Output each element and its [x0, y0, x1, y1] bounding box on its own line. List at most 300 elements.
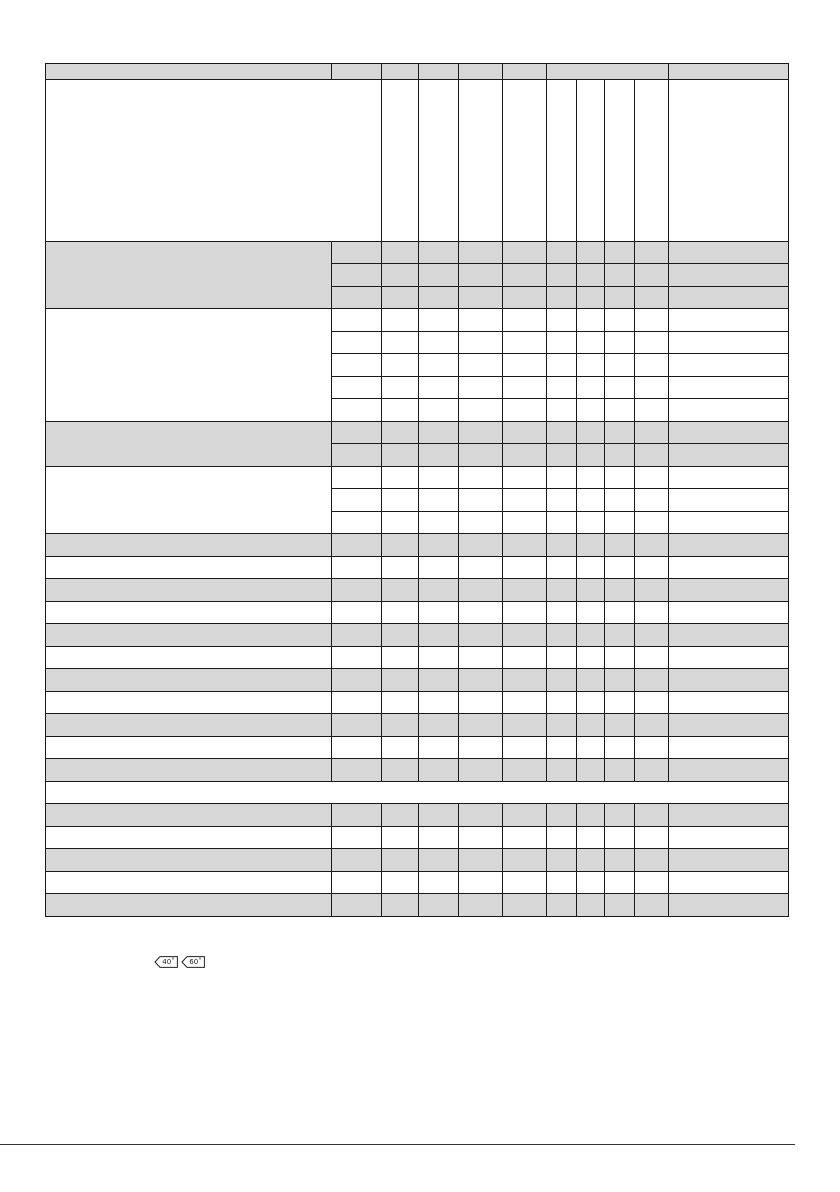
- table-cell: [382, 354, 419, 377]
- table-cell: [577, 534, 605, 557]
- section-divider-row: [46, 782, 789, 804]
- header-cell: [332, 64, 382, 80]
- table-cell: [46, 714, 332, 737]
- table-cell: [382, 242, 419, 264]
- table-cell: [547, 602, 577, 624]
- table-cell: [635, 894, 669, 917]
- table-cell: [459, 557, 503, 579]
- table-cell: [669, 354, 789, 377]
- table-cell: [669, 422, 789, 444]
- table-cell: [382, 849, 419, 872]
- table-header-row: [46, 80, 789, 242]
- table-cell: [503, 602, 547, 624]
- table-cell: [605, 377, 635, 399]
- table-cell: [547, 692, 577, 714]
- table-cell: [605, 692, 635, 714]
- table-cell: [332, 579, 382, 602]
- table-cell: [382, 264, 419, 287]
- table-cell: [635, 489, 669, 512]
- table-cell: [459, 377, 503, 399]
- table-cell: [459, 737, 503, 759]
- table-cell: [669, 827, 789, 849]
- table-cell: [577, 489, 605, 512]
- table-cell: [547, 264, 577, 287]
- table-cell: [635, 804, 669, 827]
- table-cell: [669, 264, 789, 287]
- table-cell: [547, 242, 577, 264]
- table-cell: [332, 804, 382, 827]
- table-cell: [419, 377, 459, 399]
- header-cell: [635, 80, 669, 242]
- table-cell: [46, 872, 332, 894]
- table-cell: [547, 444, 577, 467]
- table-cell: [46, 669, 332, 692]
- table-cell: [577, 624, 605, 647]
- table-cell: [635, 737, 669, 759]
- table-cell: [547, 759, 577, 782]
- header-cell: [503, 64, 547, 80]
- table-cell: [605, 287, 635, 309]
- table-cell: [332, 714, 382, 737]
- table-cell: [46, 602, 332, 624]
- table-cell: [459, 602, 503, 624]
- table-cell: [577, 579, 605, 602]
- table-row: [46, 872, 789, 894]
- table-cell: [382, 534, 419, 557]
- table-cell: [635, 287, 669, 309]
- table-cell: [669, 332, 789, 354]
- table-cell: [459, 264, 503, 287]
- table-cell: [382, 467, 419, 489]
- program-name-cell: [46, 309, 332, 422]
- table-row: [46, 557, 789, 579]
- table-cell: [635, 714, 669, 737]
- table-cell: [503, 624, 547, 647]
- table-cell: [669, 242, 789, 264]
- table-cell: [459, 422, 503, 444]
- table-cell: [635, 512, 669, 534]
- table-cell: [459, 827, 503, 849]
- table-cell: [547, 377, 577, 399]
- table-row: [46, 534, 789, 557]
- table-cell: [547, 557, 577, 579]
- table-cell: [503, 579, 547, 602]
- table-cell: [382, 332, 419, 354]
- table-cell: [635, 534, 669, 557]
- table-row: [46, 647, 789, 669]
- header-cell: [547, 80, 577, 242]
- header-cell: [419, 64, 459, 80]
- table-cell: [46, 759, 332, 782]
- table-cell: [605, 624, 635, 647]
- table-cell: [382, 557, 419, 579]
- table-cell: [46, 737, 332, 759]
- table-cell: [332, 332, 382, 354]
- table-cell: [547, 332, 577, 354]
- table-cell: [503, 242, 547, 264]
- header-cell: [382, 80, 419, 242]
- table-cell: [503, 872, 547, 894]
- table-cell: [669, 602, 789, 624]
- table-cell: [605, 354, 635, 377]
- table-cell: [419, 534, 459, 557]
- header-cell: [547, 64, 669, 80]
- table-cell: [635, 557, 669, 579]
- table-cell: [605, 737, 635, 759]
- table-cell: [669, 309, 789, 332]
- table-cell: [419, 827, 459, 849]
- table-cell: [46, 827, 332, 849]
- table-cell: [605, 264, 635, 287]
- table-cell: [669, 512, 789, 534]
- table-row: [46, 242, 789, 264]
- table-cell: [547, 422, 577, 444]
- table-cell: [332, 624, 382, 647]
- table-cell: [547, 827, 577, 849]
- table-cell: [419, 332, 459, 354]
- table-cell: [577, 714, 605, 737]
- table-cell: [503, 849, 547, 872]
- header-cell: [605, 80, 635, 242]
- table-cell: [605, 714, 635, 737]
- table-cell: [547, 467, 577, 489]
- table-cell: [577, 737, 605, 759]
- table-row: [46, 602, 789, 624]
- table-cell: [419, 647, 459, 669]
- temperature-tag-label: 40˚: [162, 958, 175, 966]
- table-cell: [605, 602, 635, 624]
- header-cell: [669, 80, 789, 242]
- table-cell: [503, 669, 547, 692]
- table-cell: [669, 377, 789, 399]
- table-cell: [669, 624, 789, 647]
- table-cell: [547, 489, 577, 512]
- table-cell: [503, 332, 547, 354]
- table-cell: [332, 354, 382, 377]
- table-cell: [547, 849, 577, 872]
- table-cell: [577, 669, 605, 692]
- table-cell: [635, 872, 669, 894]
- table-row: [46, 692, 789, 714]
- table-cell: [605, 512, 635, 534]
- table-cell: [459, 579, 503, 602]
- footer-divider: [0, 1144, 795, 1145]
- table-cell: [332, 692, 382, 714]
- table-cell: [419, 354, 459, 377]
- table-cell: [635, 422, 669, 444]
- table-cell: [635, 377, 669, 399]
- table-cell: [635, 354, 669, 377]
- program-name-cell: [46, 242, 332, 309]
- table-cell: [382, 602, 419, 624]
- table-cell: [332, 557, 382, 579]
- table-cell: [669, 534, 789, 557]
- table-cell: [503, 827, 547, 849]
- header-cell: [419, 80, 459, 242]
- table-cell: [669, 849, 789, 872]
- table-cell: [503, 264, 547, 287]
- table-cell: [459, 489, 503, 512]
- table-cell: [419, 692, 459, 714]
- table-cell: [332, 444, 382, 467]
- table-cell: [577, 264, 605, 287]
- table-cell: [577, 602, 605, 624]
- header-cell: [382, 64, 419, 80]
- table-cell: [332, 669, 382, 692]
- table-cell: [635, 849, 669, 872]
- table-cell: [605, 467, 635, 489]
- header-cell: [669, 64, 789, 80]
- table-cell: [46, 557, 332, 579]
- table-cell: [46, 692, 332, 714]
- table-cell: [459, 467, 503, 489]
- table-cell: [332, 309, 382, 332]
- table-cell: [459, 512, 503, 534]
- table-cell: [577, 872, 605, 894]
- table-cell: [332, 602, 382, 624]
- table-cell: [419, 579, 459, 602]
- table-cell: [577, 332, 605, 354]
- table-cell: [332, 647, 382, 669]
- table-cell: [382, 579, 419, 602]
- table-cell: [547, 669, 577, 692]
- table-cell: [46, 804, 332, 827]
- table-cell: [382, 872, 419, 894]
- table-cell: [459, 849, 503, 872]
- table-cell: [382, 714, 419, 737]
- section-divider-cell: [46, 782, 789, 804]
- table-cell: [547, 804, 577, 827]
- table-cell: [419, 467, 459, 489]
- table-cell: [419, 557, 459, 579]
- table-cell: [547, 309, 577, 332]
- table-cell: [419, 759, 459, 782]
- table-row: [46, 804, 789, 827]
- table-cell: [459, 759, 503, 782]
- table-cell: [669, 579, 789, 602]
- table-cell: [635, 827, 669, 849]
- program-table: [45, 63, 789, 917]
- table-cell: [577, 377, 605, 399]
- table-cell: [503, 557, 547, 579]
- table-cell: [605, 827, 635, 849]
- table-cell: [577, 467, 605, 489]
- table-cell: [669, 872, 789, 894]
- header-cell: [459, 80, 503, 242]
- table-cell: [459, 804, 503, 827]
- table-cell: [459, 872, 503, 894]
- table-cell: [669, 737, 789, 759]
- table-row: [46, 579, 789, 602]
- table-cell: [419, 894, 459, 917]
- table-cell: [503, 489, 547, 512]
- table-row: [46, 467, 789, 489]
- table-cell: [577, 512, 605, 534]
- table-cell: [503, 759, 547, 782]
- table-cell: [577, 894, 605, 917]
- table-cell: [635, 444, 669, 467]
- table-cell: [635, 624, 669, 647]
- table-cell: [669, 489, 789, 512]
- table-cell: [503, 467, 547, 489]
- table-cell: [503, 377, 547, 399]
- table-cell: [605, 534, 635, 557]
- table-cell: [459, 894, 503, 917]
- table-cell: [419, 489, 459, 512]
- table-row: [46, 827, 789, 849]
- table-cell: [46, 534, 332, 557]
- table-cell: [669, 804, 789, 827]
- table-cell: [503, 309, 547, 332]
- table-cell: [419, 309, 459, 332]
- table-cell: [332, 377, 382, 399]
- table-cell: [419, 669, 459, 692]
- table-cell: [382, 827, 419, 849]
- table-cell: [503, 714, 547, 737]
- table-cell: [419, 512, 459, 534]
- table-cell: [382, 804, 419, 827]
- table-cell: [635, 669, 669, 692]
- table-cell: [669, 399, 789, 422]
- table-cell: [577, 309, 605, 332]
- table-cell: [605, 669, 635, 692]
- table-cell: [547, 512, 577, 534]
- table-row: [46, 714, 789, 737]
- table-cell: [459, 332, 503, 354]
- table-cell: [332, 872, 382, 894]
- table-cell: [503, 287, 547, 309]
- table-cell: [332, 827, 382, 849]
- table-cell: [605, 872, 635, 894]
- table-cell: [332, 467, 382, 489]
- table-cell: [605, 849, 635, 872]
- table-cell: [577, 354, 605, 377]
- table-cell: [503, 444, 547, 467]
- table-row: [46, 759, 789, 782]
- table-cell: [547, 647, 577, 669]
- table-cell: [547, 872, 577, 894]
- table-cell: [669, 692, 789, 714]
- table-cell: [46, 647, 332, 669]
- table-cell: [547, 894, 577, 917]
- table-cell: [547, 287, 577, 309]
- table-cell: [503, 894, 547, 917]
- table-cell: [577, 399, 605, 422]
- table-cell: [382, 399, 419, 422]
- table-cell: [503, 512, 547, 534]
- table-cell: [577, 647, 605, 669]
- table-cell: [577, 759, 605, 782]
- table-cell: [332, 849, 382, 872]
- table-cell: [669, 669, 789, 692]
- table-cell: [332, 759, 382, 782]
- table-cell: [46, 849, 332, 872]
- temperature-tag-icon: [154, 956, 178, 968]
- header-cell: [46, 80, 382, 242]
- table-cell: [459, 647, 503, 669]
- table-cell: [332, 242, 382, 264]
- table-cell: [605, 422, 635, 444]
- table-cell: [635, 309, 669, 332]
- table-cell: [332, 737, 382, 759]
- table-cell: [547, 354, 577, 377]
- table-cell: [382, 737, 419, 759]
- table-cell: [382, 309, 419, 332]
- table-cell: [332, 422, 382, 444]
- table-cell: [577, 827, 605, 849]
- table-cell: [459, 669, 503, 692]
- table-cell: [419, 242, 459, 264]
- table-cell: [382, 624, 419, 647]
- table-cell: [332, 489, 382, 512]
- table-cell: [547, 624, 577, 647]
- program-name-cell: [46, 467, 332, 534]
- table-cell: [577, 692, 605, 714]
- table-cell: [605, 557, 635, 579]
- table-row: [46, 422, 789, 444]
- table-cell: [382, 647, 419, 669]
- table-cell: [635, 242, 669, 264]
- table-cell: [46, 624, 332, 647]
- table-cell: [605, 804, 635, 827]
- table-cell: [419, 849, 459, 872]
- table-cell: [669, 557, 789, 579]
- table-cell: [577, 242, 605, 264]
- table-cell: [419, 264, 459, 287]
- table-cell: [503, 692, 547, 714]
- table-cell: [669, 647, 789, 669]
- program-name-cell: [46, 422, 332, 467]
- table-cell: [547, 714, 577, 737]
- table-cell: [382, 422, 419, 444]
- header-cell: [46, 64, 332, 80]
- table-cell: [382, 894, 419, 917]
- table-cell: [635, 332, 669, 354]
- table-cell: [547, 534, 577, 557]
- table-cell: [577, 422, 605, 444]
- table-cell: [503, 534, 547, 557]
- table-cell: [459, 399, 503, 422]
- header-cell: [577, 80, 605, 242]
- table-cell: [577, 444, 605, 467]
- table-cell: [605, 579, 635, 602]
- table-cell: [459, 714, 503, 737]
- header-cell: [459, 64, 503, 80]
- table-cell: [605, 894, 635, 917]
- table-cell: [635, 399, 669, 422]
- temperature-tag-icon: [181, 956, 205, 968]
- table-cell: [419, 422, 459, 444]
- table-cell: [635, 264, 669, 287]
- table-cell: [419, 872, 459, 894]
- table-cell: [46, 894, 332, 917]
- table-cell: [605, 332, 635, 354]
- table-header-row: [46, 64, 789, 80]
- table-cell: [459, 444, 503, 467]
- table-cell: [419, 399, 459, 422]
- table-cell: [459, 287, 503, 309]
- table-cell: [669, 287, 789, 309]
- table-cell: [503, 354, 547, 377]
- table-cell: [503, 804, 547, 827]
- table-cell: [605, 759, 635, 782]
- table-cell: [382, 669, 419, 692]
- table-cell: [635, 759, 669, 782]
- table-cell: [635, 647, 669, 669]
- table-cell: [459, 534, 503, 557]
- table-cell: [577, 804, 605, 827]
- table-cell: [669, 759, 789, 782]
